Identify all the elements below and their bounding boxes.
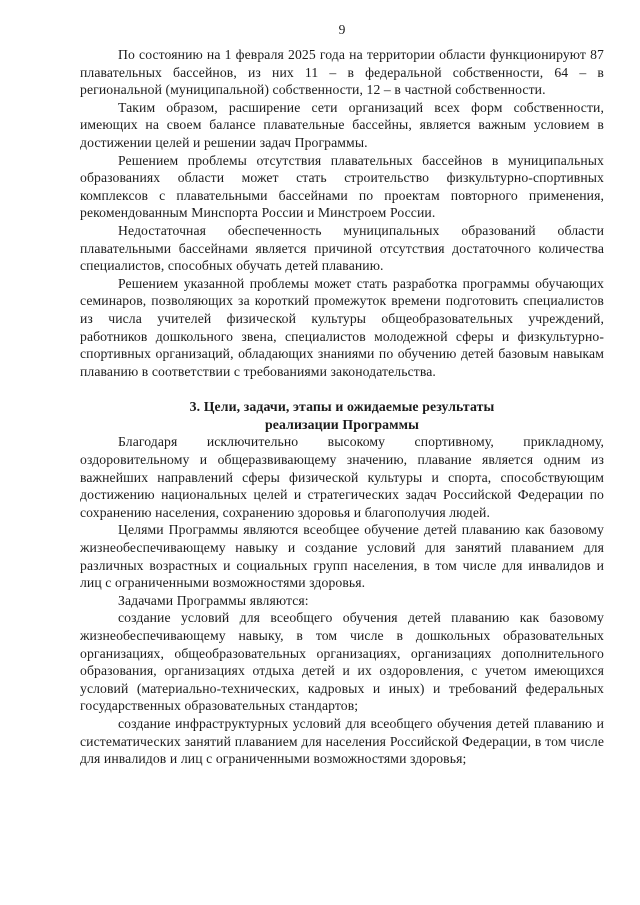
paragraph: Решением проблемы отсутствия плавательных бассейнов в муниципальных образованиях области может стать строительство физкультурно-спортивных комплексов с плавательными бассейнами по проектам повторного применения, рекомендованным Минспорта России и Минстроем России. <box>80 152 604 221</box>
paragraph: Целями Программы являются всеобщее обучение детей плаванию как базовому жизнеобеспечивающему навыку и создание условий для занятий плаванием для различных возрастных и социальных групп населения, в том числе для инвалидов и лиц с ограниченными возможностями здоровья. <box>80 522 604 591</box>
paragraph: Задачами Программы являются: <box>118 592 309 608</box>
paragraph: По состоянию на 1 февраля 2025 года на территории области функционируют 87 плавательных бассейнов, из них 11 – в федеральной собственности, 64 – в региональной (муниципальной) собственности, 12 – в частной собственности. <box>80 47 604 98</box>
paragraph: Решением указанной проблемы может стать разработка программы обучающих семинаров, позволяющих за короткий промежуток времени подготовить специалистов из числа учителей физической культуры общеобразовательных учреждений, работников дошкольного звена, специалистов молодежной сферы и физкультурно-спортивных организаций, обладающих знаниями по обучению детей базовым навыкам плаванию в соответствии с требованиями законодательства. <box>80 275 604 379</box>
paragraph: Благодаря исключительно высокому спортивному, прикладному, оздоровительному и общеразвивающему значению, плавание является одним из важнейших направлений сферы физической культуры и спорта, способствующим достижению национальных целей и стратегических задач Российской Федерации по сохранению населения, сохранению здоровья и благополучия людей. <box>80 434 604 520</box>
paragraph: Недостаточная обеспеченность муниципальных образований области плавательными бассейнами является причиной отсутствия достаточного количества специалистов, способных обучать детей плаванию. <box>80 222 604 274</box>
section-heading-line2: реализации Программы <box>265 416 419 432</box>
section-heading-line1: 3. Цели, задачи, этапы и ожидаемые результаты <box>189 399 495 415</box>
paragraph: создание инфраструктурных условий для всеобщего обучения детей плаванию и систематических занятий плаванием для населения Российской Федерации, в том числе для инвалидов и лиц с ограниченными возможностями здоровья; <box>80 715 604 767</box>
paragraph: Таким образом, расширение сети организаций всех форм собственности, имеющих на своем балансе плавательные бассейны, является важным условием в достижении целей и решении задач Программы. <box>80 99 604 150</box>
paragraph: создание условий для всеобщего обучения детей плаванию как базовому жизнеобеспечивающему навыку, в том числе в дошкольных образовательных организациях, общеобразовательных организациях, организациях дополнительного образования, организациях отдыха детей и их оздоровления, с учетом имеющихся условий (материально-технических, кадровых и иных) и требований федеральных государственных образовательных стандартов; <box>80 610 604 714</box>
document-body <box>80 46 604 768</box>
section-heading <box>80 398 604 433</box>
page-number: 9 <box>338 22 346 37</box>
